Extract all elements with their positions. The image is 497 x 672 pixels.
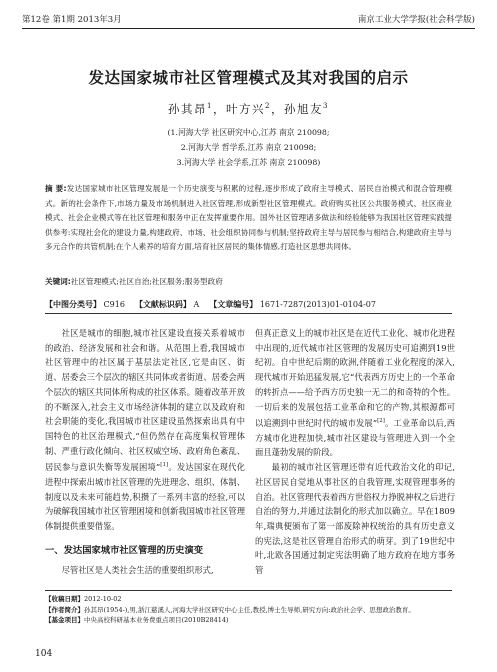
- section-heading: 一、发达国家城市社区管理的历史演变: [45, 545, 204, 556]
- running-header: [22, 9, 475, 29]
- body-column-right: [255, 326, 455, 578]
- footnote-label: 【作者简介】: [45, 605, 84, 614]
- affiliations: [0, 125, 497, 170]
- body-paragraph: [255, 326, 455, 460]
- author-sep: ，: [270, 102, 284, 116]
- body-text: 但真正意义上的城市社区是在近代工业化、城市化进程中出现的,近代城市社区管理的发展历史可追溯到19世纪初。自中世纪后期的欧洲,伴随着工业化程度的深入,现代城市开始迅猛发展,它“代表西方历史上的一个革命的转折点——给予西方历史独一无二的和奇特的个性。一切后来的发展包括工业革命和它的产物,其根源都可以追溯到中世纪时代的城市发展”: [255, 328, 455, 428]
- article-no-label: 【文章编号】: [209, 299, 258, 309]
- abstract: [45, 182, 452, 255]
- affiliation-2: 2.河海大学 哲学系,江苏 南京 210098;: [180, 143, 317, 152]
- body-paragraph: 最初的城市社区管理还带有近代政治文化的印记,社区居民自觉地从事社区的自我管理,实现管理事务的自治。社区管理代表着西方世俗权力挣脱神权之后进行自治的努力,并通过法制化的形式加以确立。早在1809年,瑞典便颁布了第一部废除神权统治的具有历史意义的宪法,这是社区管理自治形式的萌芽。到了19世纪中叶,北欧各国通过制定宪法明确了地方政府在地方事务管: [255, 462, 455, 576]
- doc-code-label: 【文献标识码】: [134, 299, 191, 309]
- footnote-text: 孙其昂(1954-),男,浙江慈溪人,河海大学社区研究中心主任,教授,博士生导师,研究方向:政治社会学、思想政治教育。: [84, 605, 415, 614]
- author-3-mark: 3: [322, 102, 329, 111]
- classification-line: [45, 295, 452, 314]
- body-text: 。发达国家在现代化进程中探索出城市社区管理的先进理念、组织、体制、制度以及未来可能趋势,积攒了一系列丰富的经验,可以为破解我国城市社区管理困境和创新我国城市社区管理体制提供重要借鉴。: [45, 462, 245, 531]
- citation: [1]: [160, 462, 169, 469]
- author-sep: ，: [213, 102, 227, 116]
- clc-value: C916: [103, 299, 125, 309]
- header-issue: 第12卷 第1期 2013年3月: [22, 15, 122, 25]
- footnote-text: 2012-10-02: [84, 595, 122, 603]
- footnote-fund: [45, 615, 452, 626]
- footnote-label: 【基金项目】: [45, 616, 84, 624]
- abstract-text: 发达国家城市社区管理发展是一个历史演变与积累的过程,逐步形成了政府主导模式、居民自治模式和混合管理模式。新的社会条件下,市场力量及市场机制进入社区管理,形成新型社区管理模式。政府购买社区公共服务模式、社区商业模式、社会企业模式等在社区管理和服务中正在发挥重要作用。国外社区管理诸多做法和经验能够为我国社区管理实践提供参考:实现社会化的建设力量,构建政府、市场、社会组织协同参与机制;坚持政府主导与居民参与相结合,构建政府主导与多元合作的共管机制;在个人素养的培育方面,培育社区居民的集体情感,打造社区思想共同体。: [45, 184, 452, 252]
- citation: [2]: [377, 418, 385, 425]
- article-no-value: 1671-7287(2013)01-0104-07: [259, 299, 376, 309]
- abstract-label: 摘 要:: [45, 184, 67, 193]
- author-2-mark: 2: [265, 102, 271, 111]
- body-column-left-continued: [45, 563, 245, 578]
- keywords: [45, 276, 452, 288]
- clc-label: 【中图分类号】: [45, 299, 101, 309]
- author-line: [0, 101, 497, 117]
- footnote-author: [45, 605, 452, 616]
- author-1: 孙其昂: [168, 102, 208, 116]
- footnotes: [45, 590, 452, 626]
- page-number: 104: [35, 649, 53, 659]
- body-paragraph: 尽管社区是人类社会生活的重要组织形式,: [61, 565, 214, 575]
- keywords-text: 社区管理模式;社区自治;社区服务;服务型政府: [70, 277, 223, 286]
- doc-code-value: A: [193, 299, 200, 309]
- body-paragraph: [45, 326, 245, 534]
- keywords-label: 关键词:: [45, 277, 71, 286]
- header-journal: 南京工业大学学报(社会科学版): [357, 15, 475, 25]
- body-column-left: [45, 326, 245, 534]
- author-3: 孙旭友: [283, 102, 323, 116]
- footnote-text: 中央高校科研基本业务费重点项目(2010B28414): [84, 616, 229, 624]
- affiliation-1: (1.河海大学 社区研究中心,江苏 南京 210098;: [167, 128, 330, 137]
- body-text: 社区是城市的细胞,城市社区建设直接关系着城市的政治、经济发展和社会和谐。从范围上看,我国城市社区管理中的社区属于基层法定社区,它是由区、街道、居委会三个层次的辖区共同体或者街道、居委会两个层次的辖区共同体所构成的社区体系。随着改革开放的不断深入,社会主义市场经济体制的建立以及政府和社会职能的变化,我国城市社区建设虽然探索出具有中国特色的社区治理模式,“但仍然存在高度集权管理体制、严重行政化倾向、社区权威空场、政府角色紊乱、居民参与意识失衡等发展困境”: [45, 328, 245, 473]
- article-title: 发达国家城市社区管理模式及其对我国的启示: [88, 69, 409, 87]
- footnote-received: [45, 594, 452, 605]
- body-text: 。工业革命以后,西方城市化进程加快,城市社区建设与管理进入到一个全面且蓬勃发展的阶段。: [255, 417, 455, 458]
- footnote-label: 【收稿日期】: [45, 595, 84, 603]
- affiliation-3: 3.河海大学 社会学系,江苏 南京 210098): [176, 158, 321, 167]
- author-1-mark: 1: [207, 102, 214, 111]
- author-2: 叶方兴: [226, 102, 266, 116]
